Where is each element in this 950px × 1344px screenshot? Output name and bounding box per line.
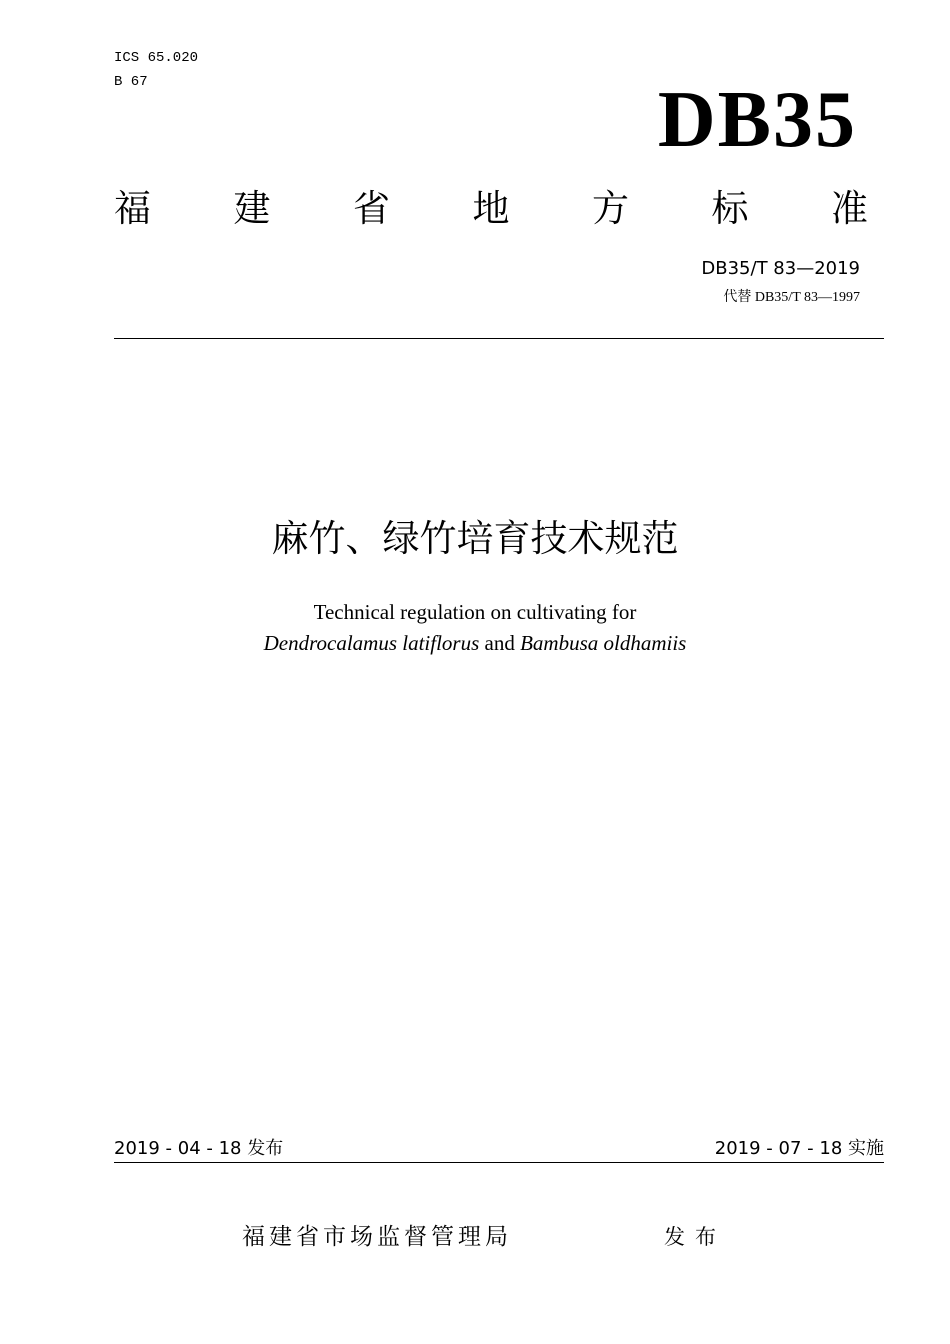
db-standard-code: DB35 bbox=[657, 76, 857, 164]
standard-type-char: 建 bbox=[233, 187, 271, 230]
header-divider bbox=[114, 338, 884, 339]
standard-type-char: 福 bbox=[114, 187, 151, 230]
title-english-line1: Technical regulation on cultivating for bbox=[313, 600, 637, 624]
title-conjunction: and bbox=[484, 631, 515, 655]
ccs-code: B 67 bbox=[114, 74, 148, 90]
title-english bbox=[0, 597, 950, 659]
replaced-standard: 代替 DB35/T 83—1997 bbox=[723, 290, 860, 305]
standard-type-heading bbox=[114, 184, 868, 234]
publisher-name: 福建省市场监督管理局 bbox=[242, 1224, 512, 1250]
standard-type-char: 地 bbox=[472, 187, 510, 230]
publish-label: 发布 bbox=[664, 1225, 726, 1249]
title-chinese: 麻竹、绿竹培育技术规范 bbox=[271, 517, 679, 560]
standard-type-char: 省 bbox=[353, 187, 390, 230]
implementation-date: 2019 - 07 - 18 实施 bbox=[714, 1138, 884, 1159]
ics-code: ICS 65.020 bbox=[114, 50, 199, 66]
standard-type-char: 方 bbox=[592, 187, 629, 230]
standard-type-char: 准 bbox=[831, 187, 868, 230]
standard-type-char: 标 bbox=[711, 187, 749, 230]
footer-divider bbox=[114, 1162, 884, 1163]
species-name-2: Bambusa oldhamiis bbox=[520, 631, 687, 655]
standard-number: DB35/T 83—2019 bbox=[701, 258, 860, 279]
title-english-line2 bbox=[0, 628, 950, 659]
species-name-1: Dendrocalamus latiflorus bbox=[263, 631, 480, 655]
issue-date: 2019 - 04 - 18 发布 bbox=[114, 1138, 284, 1159]
